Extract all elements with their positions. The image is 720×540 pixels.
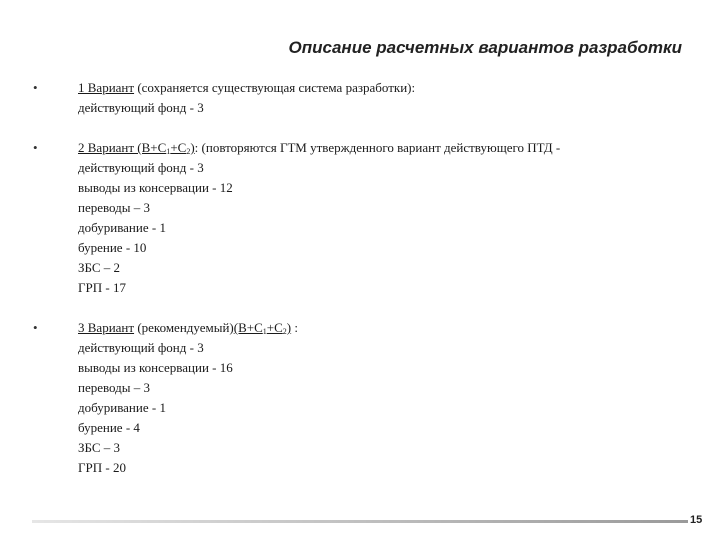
variant-2-heading: [78, 138, 678, 158]
bullet: •: [33, 80, 38, 95]
variant-2-description: : (повторяются ГТМ утвержденного вариант действующего ПТД -: [194, 140, 561, 155]
page-title: Описание расчетных вариантов разработки: [288, 38, 682, 57]
list-item: переводы – 3: [78, 200, 151, 215]
list-item: действующий фонд - 3: [78, 100, 204, 115]
variant-3-note: (рекомендуемый): [134, 320, 234, 335]
list-item: добуривание - 1: [78, 400, 166, 415]
variant-3-formula: $(B+C_1+C_2)$: [233, 320, 292, 336]
bullet: •: [33, 140, 38, 155]
list-item: ГРП - 20: [78, 460, 126, 475]
list-item: выводы из консервации - 12: [78, 180, 233, 195]
variant-list: [0, 78, 720, 498]
list-item: ЗБС – 3: [78, 440, 121, 455]
variant-1-description: (сохраняется существующая система разработки):: [134, 80, 416, 95]
variant-3-heading: [78, 318, 678, 338]
variant-1-heading: [78, 78, 678, 98]
list-item: ЗБС – 2: [78, 260, 121, 275]
variant-3: [0, 318, 720, 478]
variant-1-label: 1 Вариант: [78, 80, 135, 95]
list-item: бурение - 10: [78, 240, 147, 255]
list-item: переводы – 3: [78, 380, 151, 395]
bullet: •: [33, 320, 38, 335]
variant-2: [0, 138, 720, 298]
variant-1: [0, 78, 720, 118]
list-item: ГРП - 17: [78, 280, 126, 295]
variant-3-label: 3 Вариант: [78, 320, 135, 335]
list-item: действующий фонд - 3: [78, 340, 204, 355]
variant-2-label: 2 Вариант $(B+C_1+C_2)$: [78, 140, 195, 156]
list-item: добуривание - 1: [78, 220, 166, 235]
list-item: действующий фонд - 3: [78, 160, 204, 175]
page-number: 15: [690, 514, 703, 526]
footer-divider: [32, 520, 688, 523]
list-item: бурение - 4: [78, 420, 140, 435]
variant-3-description: :: [291, 320, 298, 335]
list-item: выводы из консервации - 16: [78, 360, 233, 375]
